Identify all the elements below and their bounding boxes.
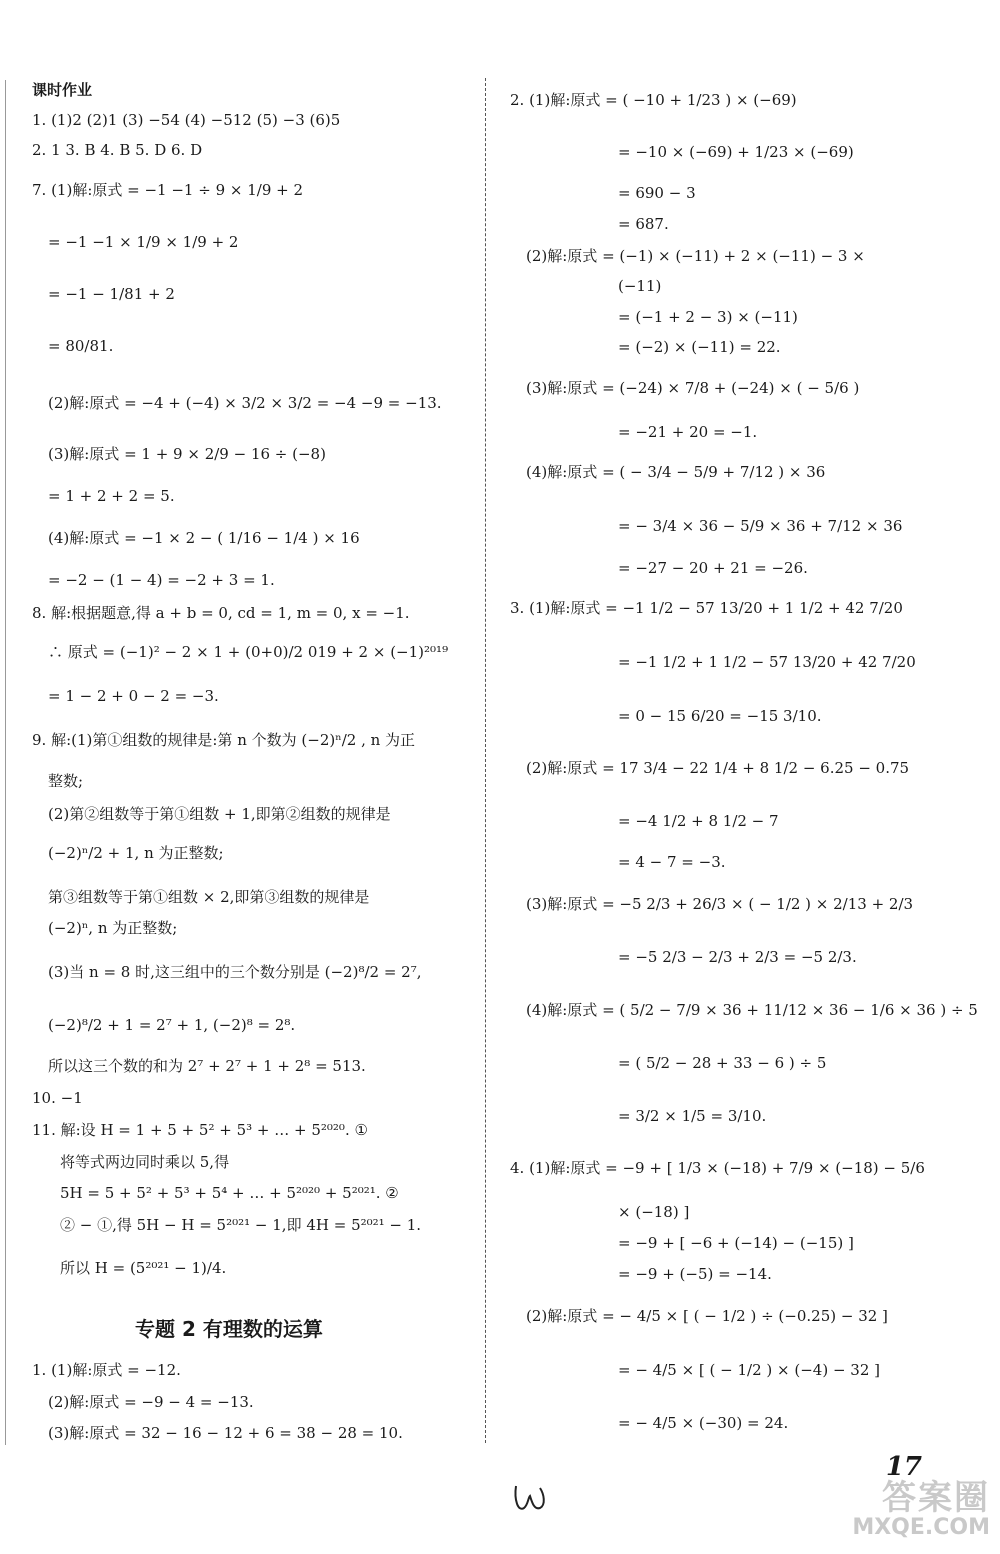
answer-line: = −1 − 1/81 + 2 [48,285,175,303]
answer-line: (2)解:原式 = −4 + (−4) × 3/2 × 3/2 = −4 −9 = −13. [48,394,442,412]
answer-line: = −27 − 20 + 21 = −26. [618,559,808,577]
answer-line: = 1 − 2 + 0 − 2 = −3. [48,687,219,705]
answer-line: = 3/2 × 1/5 = 3/10. [618,1107,767,1125]
watermark-logo: 答案圈 [882,1478,990,1518]
topic-title: 专题 2 有理数的运算 [135,1317,323,1341]
answer-line: (−2)⁸/2 + 1 = 2⁷ + 1, (−2)⁸ = 2⁸. [48,1016,296,1034]
answer-line: (2)第②组数等于第①组数 + 1,即第②组数的规律是 [48,805,391,823]
answer-line: (3)当 n = 8 时,这三组中的三个数分别是 (−2)⁸/2 = 2⁷, [48,963,422,981]
answer-line: 7. (1)解:原式 = −1 −1 ÷ 9 × 1/9 + 2 [32,181,304,199]
answer-line: (2)解:原式 = −9 − 4 = −13. [48,1393,254,1411]
answer-line: = 0 − 15 6/20 = −15 3/10. [618,707,822,725]
answer-line: = 690 − 3 [618,184,696,202]
answer-line: = − 3/4 × 36 − 5/9 × 36 + 7/12 × 36 [618,517,903,535]
answer-line: = −1 1/2 + 1 1/2 − 57 13/20 + 42 7/20 [618,653,916,671]
answer-line: 1. (1)2 (2)1 (3) −54 (4) −512 (5) −3 (6)5 [32,111,341,129]
answer-line: 3. (1)解:原式 = −1 1/2 − 57 13/20 + 1 1/2 + 42 7/20 [510,599,903,617]
answer-line: (2)解:原式 = − 4/5 × [ ( − 1/2 ) ÷ (−0.25) − 32 ] [526,1307,888,1325]
answer-line: = (−1 + 2 − 3) × (−11) [618,308,798,326]
answer-line: = 687. [618,215,669,233]
answer-line: 所以 H = (5²⁰²¹ − 1)/4. [60,1259,227,1277]
watermark-url: MXQE.COM [852,1515,990,1540]
answer-line: (3)解:原式 = (−24) × 7/8 + (−24) × ( − 5/6 ) [526,379,860,397]
answer-line: 2. (1)解:原式 = ( −10 + 1/23 ) × (−69) [510,91,797,109]
answer-line: = − 4/5 × (−30) = 24. [618,1414,789,1432]
answer-line: 9. 解:(1)第①组数的规律是:第 n 个数为 (−2)ⁿ/2 , n 为正 [32,731,416,749]
answer-line: (−2)ⁿ, n 为正整数; [48,919,178,937]
answer-line: = −1 −1 × 1/9 × 1/9 + 2 [48,233,239,251]
answer-line: 第③组数等于第①组数 × 2,即第③组数的规律是 [48,888,370,906]
answer-line: = −9 + [ −6 + (−14) − (−15) ] [618,1234,854,1252]
answer-line: 4. (1)解:原式 = −9 + [ 1/3 × (−18) + 7/9 × (−18) − 5/6 [510,1159,925,1177]
answer-line: (4)解:原式 = ( 5/2 − 7/9 × 36 + 11/12 × 36 − 1/6 × 36 ) ÷ 5 [526,1001,978,1019]
answer-line: (2)解:原式 = 17 3/4 − 22 1/4 + 8 1/2 − 6.25 − 0.75 [526,759,910,777]
answer-line: 5H = 5 + 5² + 5³ + 5⁴ + … + 5²⁰²⁰ + 5²⁰²¹. ② [60,1184,399,1202]
handwritten-mark [510,1478,550,1522]
answer-line: (−2)ⁿ/2 + 1, n 为正整数; [48,844,224,862]
answer-line: (−11) [618,277,662,295]
answer-line: = (−2) × (−11) = 22. [618,338,781,356]
answer-line: 整数; [48,772,84,790]
answer-line: = 1 + 2 + 2 = 5. [48,487,175,505]
answer-line: 所以这三个数的和为 2⁷ + 2⁷ + 1 + 2⁸ = 513. [48,1057,366,1075]
answer-line: = − 4/5 × [ ( − 1/2 ) × (−4) − 32 ] [618,1361,880,1379]
answer-line: (4)解:原式 = −1 × 2 − ( 1/16 − 1/4 ) × 16 [48,529,360,547]
answer-line: = −5 2/3 − 2/3 + 2/3 = −5 2/3. [618,948,857,966]
left-margin-line [5,80,6,1445]
answer-line: = −2 − (1 − 4) = −2 + 3 = 1. [48,571,275,589]
answer-line: × (−18) ] [618,1203,690,1221]
answer-line: (4)解:原式 = ( − 3/4 − 5/9 + 7/12 ) × 36 [526,463,826,481]
answer-line: = −4 1/2 + 8 1/2 − 7 [618,812,779,830]
page-number: 17 [885,1452,922,1482]
answer-line: 1. (1)解:原式 = −12. [32,1361,181,1379]
answer-line: = −21 + 20 = −1. [618,423,758,441]
answer-line: ② − ①,得 5H − H = 5²⁰²¹ − 1,即 4H = 5²⁰²¹ − 1. [60,1216,422,1234]
answer-line: (2)解:原式 = (−1) × (−11) + 2 × (−11) − 3 × [526,247,865,265]
answer-line: = −9 + (−5) = −14. [618,1265,772,1283]
answer-line: 11. 解:设 H = 1 + 5 + 5² + 5³ + … + 5²⁰²⁰. ① [32,1121,368,1139]
column-divider [485,78,486,1443]
handwritten-scribble-icon [510,1478,550,1518]
answer-line: = 4 − 7 = −3. [618,853,726,871]
answer-line: = ( 5/2 − 28 + 33 − 6 ) ÷ 5 [618,1054,827,1072]
answer-line: 2. 1 3. B 4. B 5. D 6. D [32,141,203,159]
answer-line: = 80/81. [48,337,114,355]
answer-line: (3)解:原式 = 1 + 9 × 2/9 − 16 ÷ (−8) [48,445,326,463]
answer-line: 8. 解:根据题意,得 a + b = 0, cd = 1, m = 0, x = −1. [32,604,410,622]
watermark [852,1470,990,1540]
answer-line: (3)解:原式 = 32 − 16 − 12 + 6 = 38 − 28 = 10. [48,1424,403,1442]
answer-line: 将等式两边同时乘以 5,得 [60,1153,230,1171]
section-heading: 课时作业 [32,81,93,99]
answer-line: 10. −1 [32,1089,83,1107]
answer-line: (3)解:原式 = −5 2/3 + 26/3 × ( − 1/2 ) × 2/13 + 2/3 [526,895,914,913]
answer-line: = −10 × (−69) + 1/23 × (−69) [618,143,854,161]
answer-line: ∴ 原式 = (−1)² − 2 × 1 + (0+0)/2 019 + 2 × (−1)²⁰¹⁹ [48,643,449,661]
